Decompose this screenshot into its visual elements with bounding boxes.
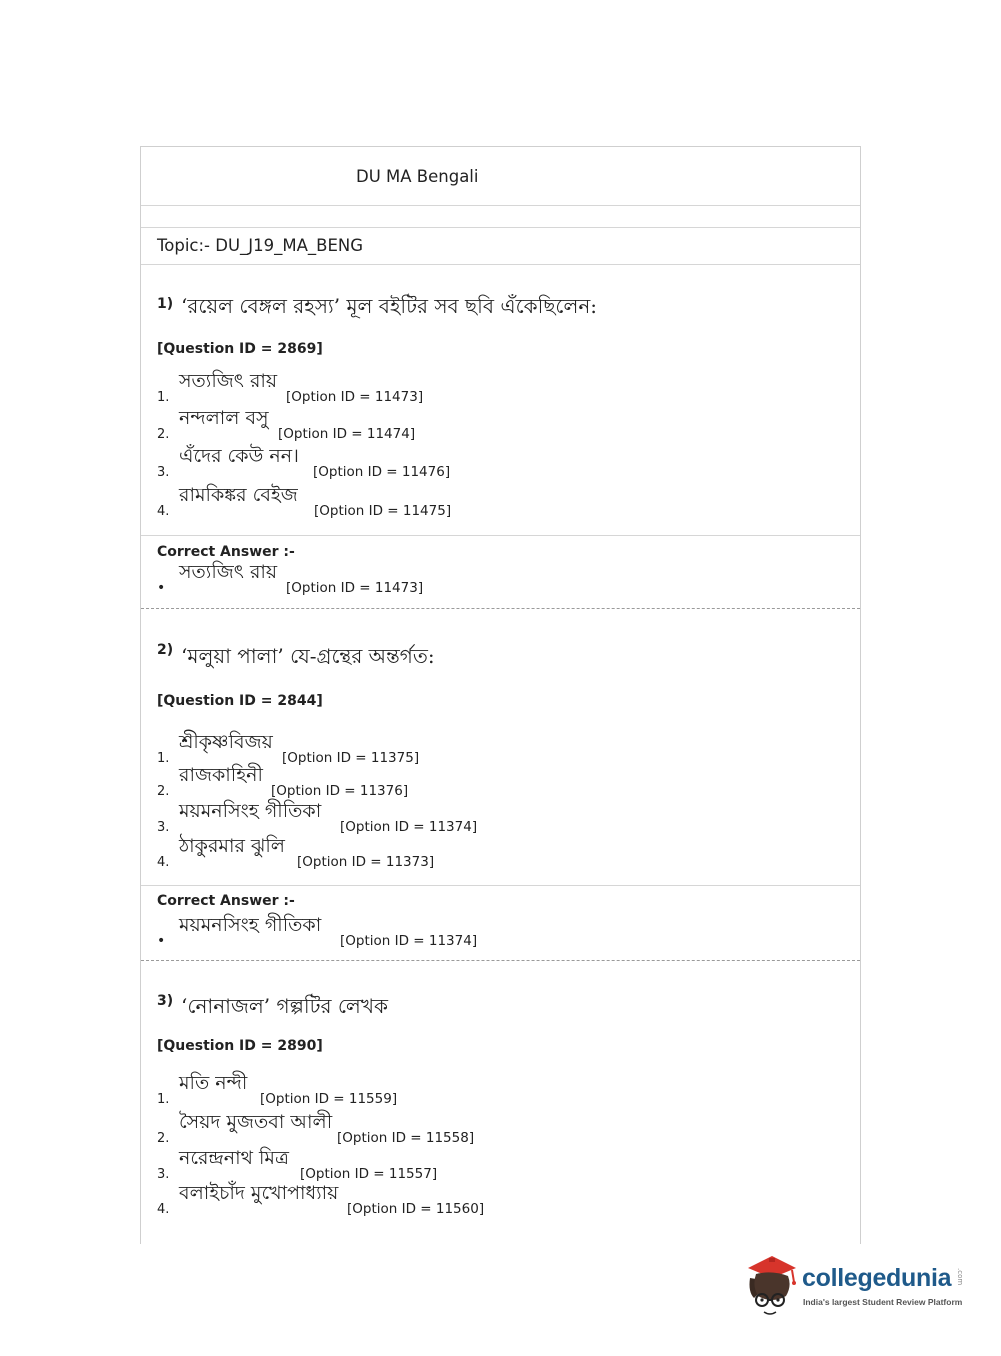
option-id: [Option ID = 11474] [278,426,416,442]
option-id: [Option ID = 11560] [347,1201,485,1217]
bullet: • [157,933,166,949]
question-number: 3) [157,993,174,1009]
option-id: [Option ID = 11558] [337,1130,475,1146]
option-id: [Option ID = 11374] [340,819,478,835]
divider [141,227,860,228]
option-2 [157,1108,837,1146]
option-text: মতি নন্দী [179,1072,248,1094]
option-1 [157,1069,837,1107]
option-4 [157,832,837,870]
option-number: 4. [157,1202,170,1217]
option-id: [Option ID = 11476] [313,464,451,480]
option-id: [Option ID = 11375] [282,750,420,766]
option-4 [157,1179,837,1217]
option-3 [157,797,837,835]
option-text: সৈয়দ মুজতবা আলী [179,1111,333,1133]
option-text: বলাইচাঁদ মুখোপাধ্যায় [179,1182,339,1204]
option-number: 4. [157,504,170,519]
option-text: রামকিঙ্কর বেইজ [179,484,298,506]
correct-answer-label: Correct Answer :- [157,893,295,909]
option-text: শ্রীকৃষ্ণবিজয় [179,731,273,753]
option-text: ঠাকুরমার ঝুলি [179,835,285,857]
option-text: রাজকাহিনী [179,764,263,786]
option-id: [Option ID = 11473] [286,389,424,405]
option-id: [Option ID = 11376] [271,783,409,799]
divider [141,885,860,886]
answer-text: সত্যজিৎ রায় [179,561,278,583]
bullet: • [157,580,166,596]
logo-suffix: .com [956,1268,964,1286]
option-number: 3. [157,1167,170,1182]
option-number: 3. [157,820,170,835]
logo-wordmark: collegedunia [802,1264,952,1292]
option-number: 1. [157,1092,170,1107]
option-number: 2. [157,784,170,799]
answer-option-id: [Option ID = 11374] [340,933,478,949]
option-4 [157,481,837,519]
question-id: [Question ID = 2869] [157,341,323,357]
answer-option-id: [Option ID = 11473] [286,580,424,596]
correct-answer-label: Correct Answer :- [157,544,295,560]
mascot-icon [742,1252,802,1318]
answer-text: ময়মনসিংহ গীতিকা [179,914,322,936]
option-2 [157,404,837,442]
question-text: ‘মলুয়া পালা’ যে-গ্রন্থের অন্তর্গত: [181,644,435,668]
option-text: ময়মনসিংহ গীতিকা [179,800,322,822]
question-text: ‘নোনাজল’ গল্পটির লেখক [181,994,388,1018]
option-id: [Option ID = 11373] [297,854,435,870]
question-separator [141,608,860,609]
exam-title: DU MA Bengali [356,167,479,186]
option-text: নন্দলাল বসু [179,407,269,429]
question-separator [141,960,860,961]
correct-answer [157,558,837,596]
option-number: 2. [157,427,170,442]
option-id: [Option ID = 11557] [300,1166,438,1182]
question-number: 2) [157,642,174,658]
option-2 [157,761,837,799]
option-text: এঁদের কেউ নন। [179,445,299,467]
option-id: [Option ID = 11559] [260,1091,398,1107]
divider [141,535,860,536]
option-id: [Option ID = 11475] [314,503,452,519]
question-number: 1) [157,296,174,312]
question-id: [Question ID = 2844] [157,693,323,709]
question-paper [140,146,861,1244]
divider [141,205,860,206]
option-1 [157,367,837,405]
option-number: 4. [157,855,170,870]
logo-tagline: India's largest Student Review Platform [803,1297,963,1307]
option-3 [157,442,837,480]
correct-answer [157,911,837,949]
question-id: [Question ID = 2890] [157,1038,323,1054]
question-text: ‘রয়েল বেঙ্গল রহস্য’ মূল বইটির সব ছবি এঁকেছিলেন: [181,294,598,318]
collegedunia-logo [742,1252,972,1318]
option-number: 1. [157,390,170,405]
option-text: নরেন্দ্রনাথ মিত্র [179,1147,289,1169]
option-number: 2. [157,1131,170,1146]
option-text: সত্যজিৎ রায় [179,370,278,392]
option-number: 1. [157,751,170,766]
option-number: 3. [157,465,170,480]
option-3 [157,1144,837,1182]
topic-label: Topic:- DU_J19_MA_BENG [157,236,364,255]
divider [141,264,860,265]
